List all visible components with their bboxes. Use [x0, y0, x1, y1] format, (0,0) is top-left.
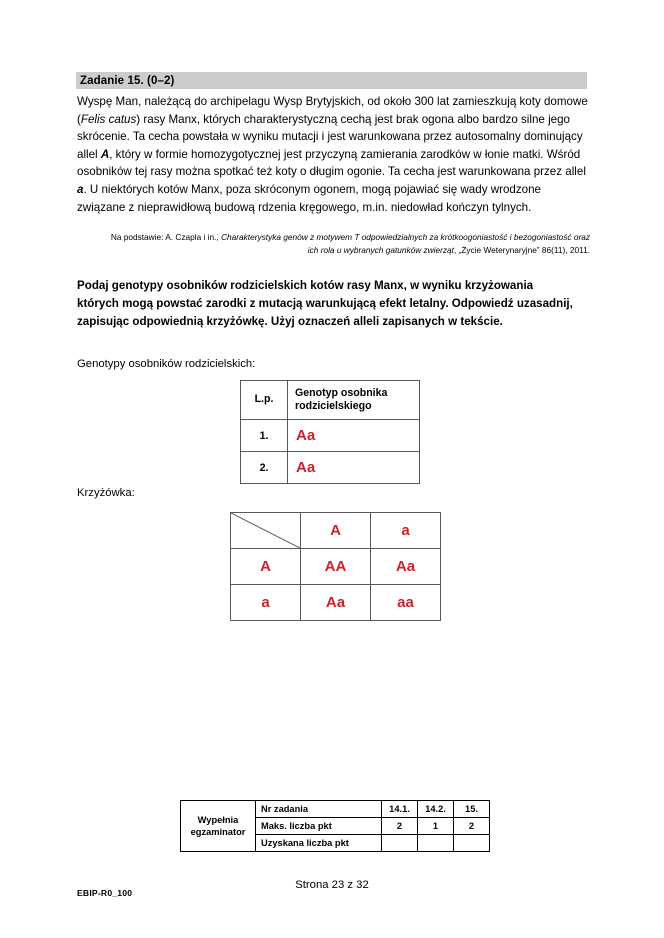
table-row [241, 420, 420, 452]
genotype-header-lp: L.p. [241, 381, 288, 420]
allele-recessive-symbol: a [77, 182, 84, 196]
source-tail: , „Życie Weterynaryjne” 86(11), 2011. [453, 244, 590, 255]
table-row [231, 585, 441, 621]
allele-dominant-symbol: A [100, 147, 110, 161]
body-text-part4: . U niektórych kotów Manx, poza skróconym ogonem, mogą pojawiać się wady wrodzone związane z nieprawidłową budową rdzenia kręgowego, m.in. niedowład kończyn tylnych. [77, 182, 541, 214]
genotype-row-number-1: 1. [241, 420, 288, 452]
document-code-footer: EBIP-R0_100 [77, 888, 133, 898]
source-citation [100, 231, 590, 256]
examiner-title-line1: Wypełnia [197, 814, 239, 825]
punnett-col-header-2[interactable]: a [371, 513, 441, 549]
examiner-earned-points-1[interactable] [382, 835, 418, 852]
task-number-label: Zadanie 15. (0–2) [80, 74, 175, 87]
punnett-col-header-1[interactable]: A [301, 513, 371, 549]
examiner-earned-points-3[interactable] [454, 835, 490, 852]
examiner-max-points-1: 2 [382, 818, 418, 835]
examiner-row-label-max-points: Maks. liczba pkt [256, 818, 382, 835]
punnett-header-row [231, 513, 441, 549]
examiner-max-points-2: 1 [418, 818, 454, 835]
page-number-footer: Strona 23 z 32 [295, 879, 369, 891]
punnett-cell-2-2[interactable]: aa [371, 585, 441, 621]
examiner-row-label-earned-points: Uzyskana liczba pkt [256, 835, 382, 852]
genotype-answer-2[interactable]: Aa [288, 452, 420, 484]
table-row [231, 549, 441, 585]
examiner-title-cell [181, 801, 256, 852]
examiner-earned-points-2[interactable] [418, 835, 454, 852]
source-intro: Na podstawie: A. Czapla i in., [110, 232, 222, 242]
examiner-max-points-3: 2 [454, 818, 490, 835]
table-header-row [241, 381, 420, 420]
examiner-row-label-task-no: Nr zadania [256, 801, 382, 818]
genotype-table [240, 380, 420, 484]
examiner-task-no-1: 14.1. [382, 801, 418, 818]
body-text-part1: Wyspę Man, należącą do archipelagu Wysp Brytyjskich, od około 300 lat zamieszkują koty domowe ( [77, 95, 588, 126]
species-name-italic: Felis catus [80, 112, 137, 126]
table-row [241, 452, 420, 484]
genotype-row-number-2: 2. [241, 452, 288, 484]
table-row [181, 801, 490, 818]
genotype-header-genotype: Genotyp osobnika rodzicielskiego [288, 381, 420, 420]
punnett-cell-2-1[interactable]: Aa [301, 585, 371, 621]
task-body-paragraph [77, 93, 589, 216]
source-title: Charakterystyka genów z motywem T odpowiedzialnych za krótkoogoniastość i bezogoniastość oraz ich rola u wybranych gatunków zwierząt [221, 232, 590, 255]
examiner-task-no-2: 14.2. [418, 801, 454, 818]
punnett-square-table [230, 512, 441, 621]
examiner-title-line2: egzaminator [190, 827, 246, 837]
examiner-task-no-3: 15. [454, 801, 490, 818]
body-text-part2: ) rasy Manx, których charakterystyczną cechą jest brak ogona albo bardzo silne jego skrócenie. Ta cecha powstała w wyniku mutacji i jest warunkowana przez autosomalny dominujący allel [77, 112, 583, 161]
diagonal-slash-icon [231, 513, 301, 549]
task-instruction: Podaj genotypy osobników rodzicielskich kotów rasy Manx, w wyniku krzyżowania których mogą powstać zarodki z mutacją warunkującą efekt letalny. Odpowiedź uzasadnij, zapisując odpowiednią krzyżówkę. Użyj oznaczeń alleli zapisanych w tekście. [77, 279, 573, 328]
punnett-row-header-2[interactable]: a [231, 585, 301, 621]
punnett-cell-1-2[interactable]: Aa [371, 549, 441, 585]
punnett-row-header-1[interactable]: A [231, 549, 301, 585]
punnett-cell-1-1[interactable]: AA [301, 549, 371, 585]
punnett-label: Krzyżówka: [77, 487, 135, 499]
task-header-band [76, 72, 587, 89]
genotype-answer-1[interactable]: Aa [288, 420, 420, 452]
body-text-part3: , który w formie homozygotycznej jest przyczyną zamierania zarodków w łonie matki. Wśród osobników tej rasy można spotkać też koty o długim ogonie. Ta cecha jest warunkowana przez allel [77, 147, 586, 179]
genotypes-label: Genotypy osobników rodzicielskich: [77, 358, 256, 370]
examiner-score-table [180, 800, 490, 852]
